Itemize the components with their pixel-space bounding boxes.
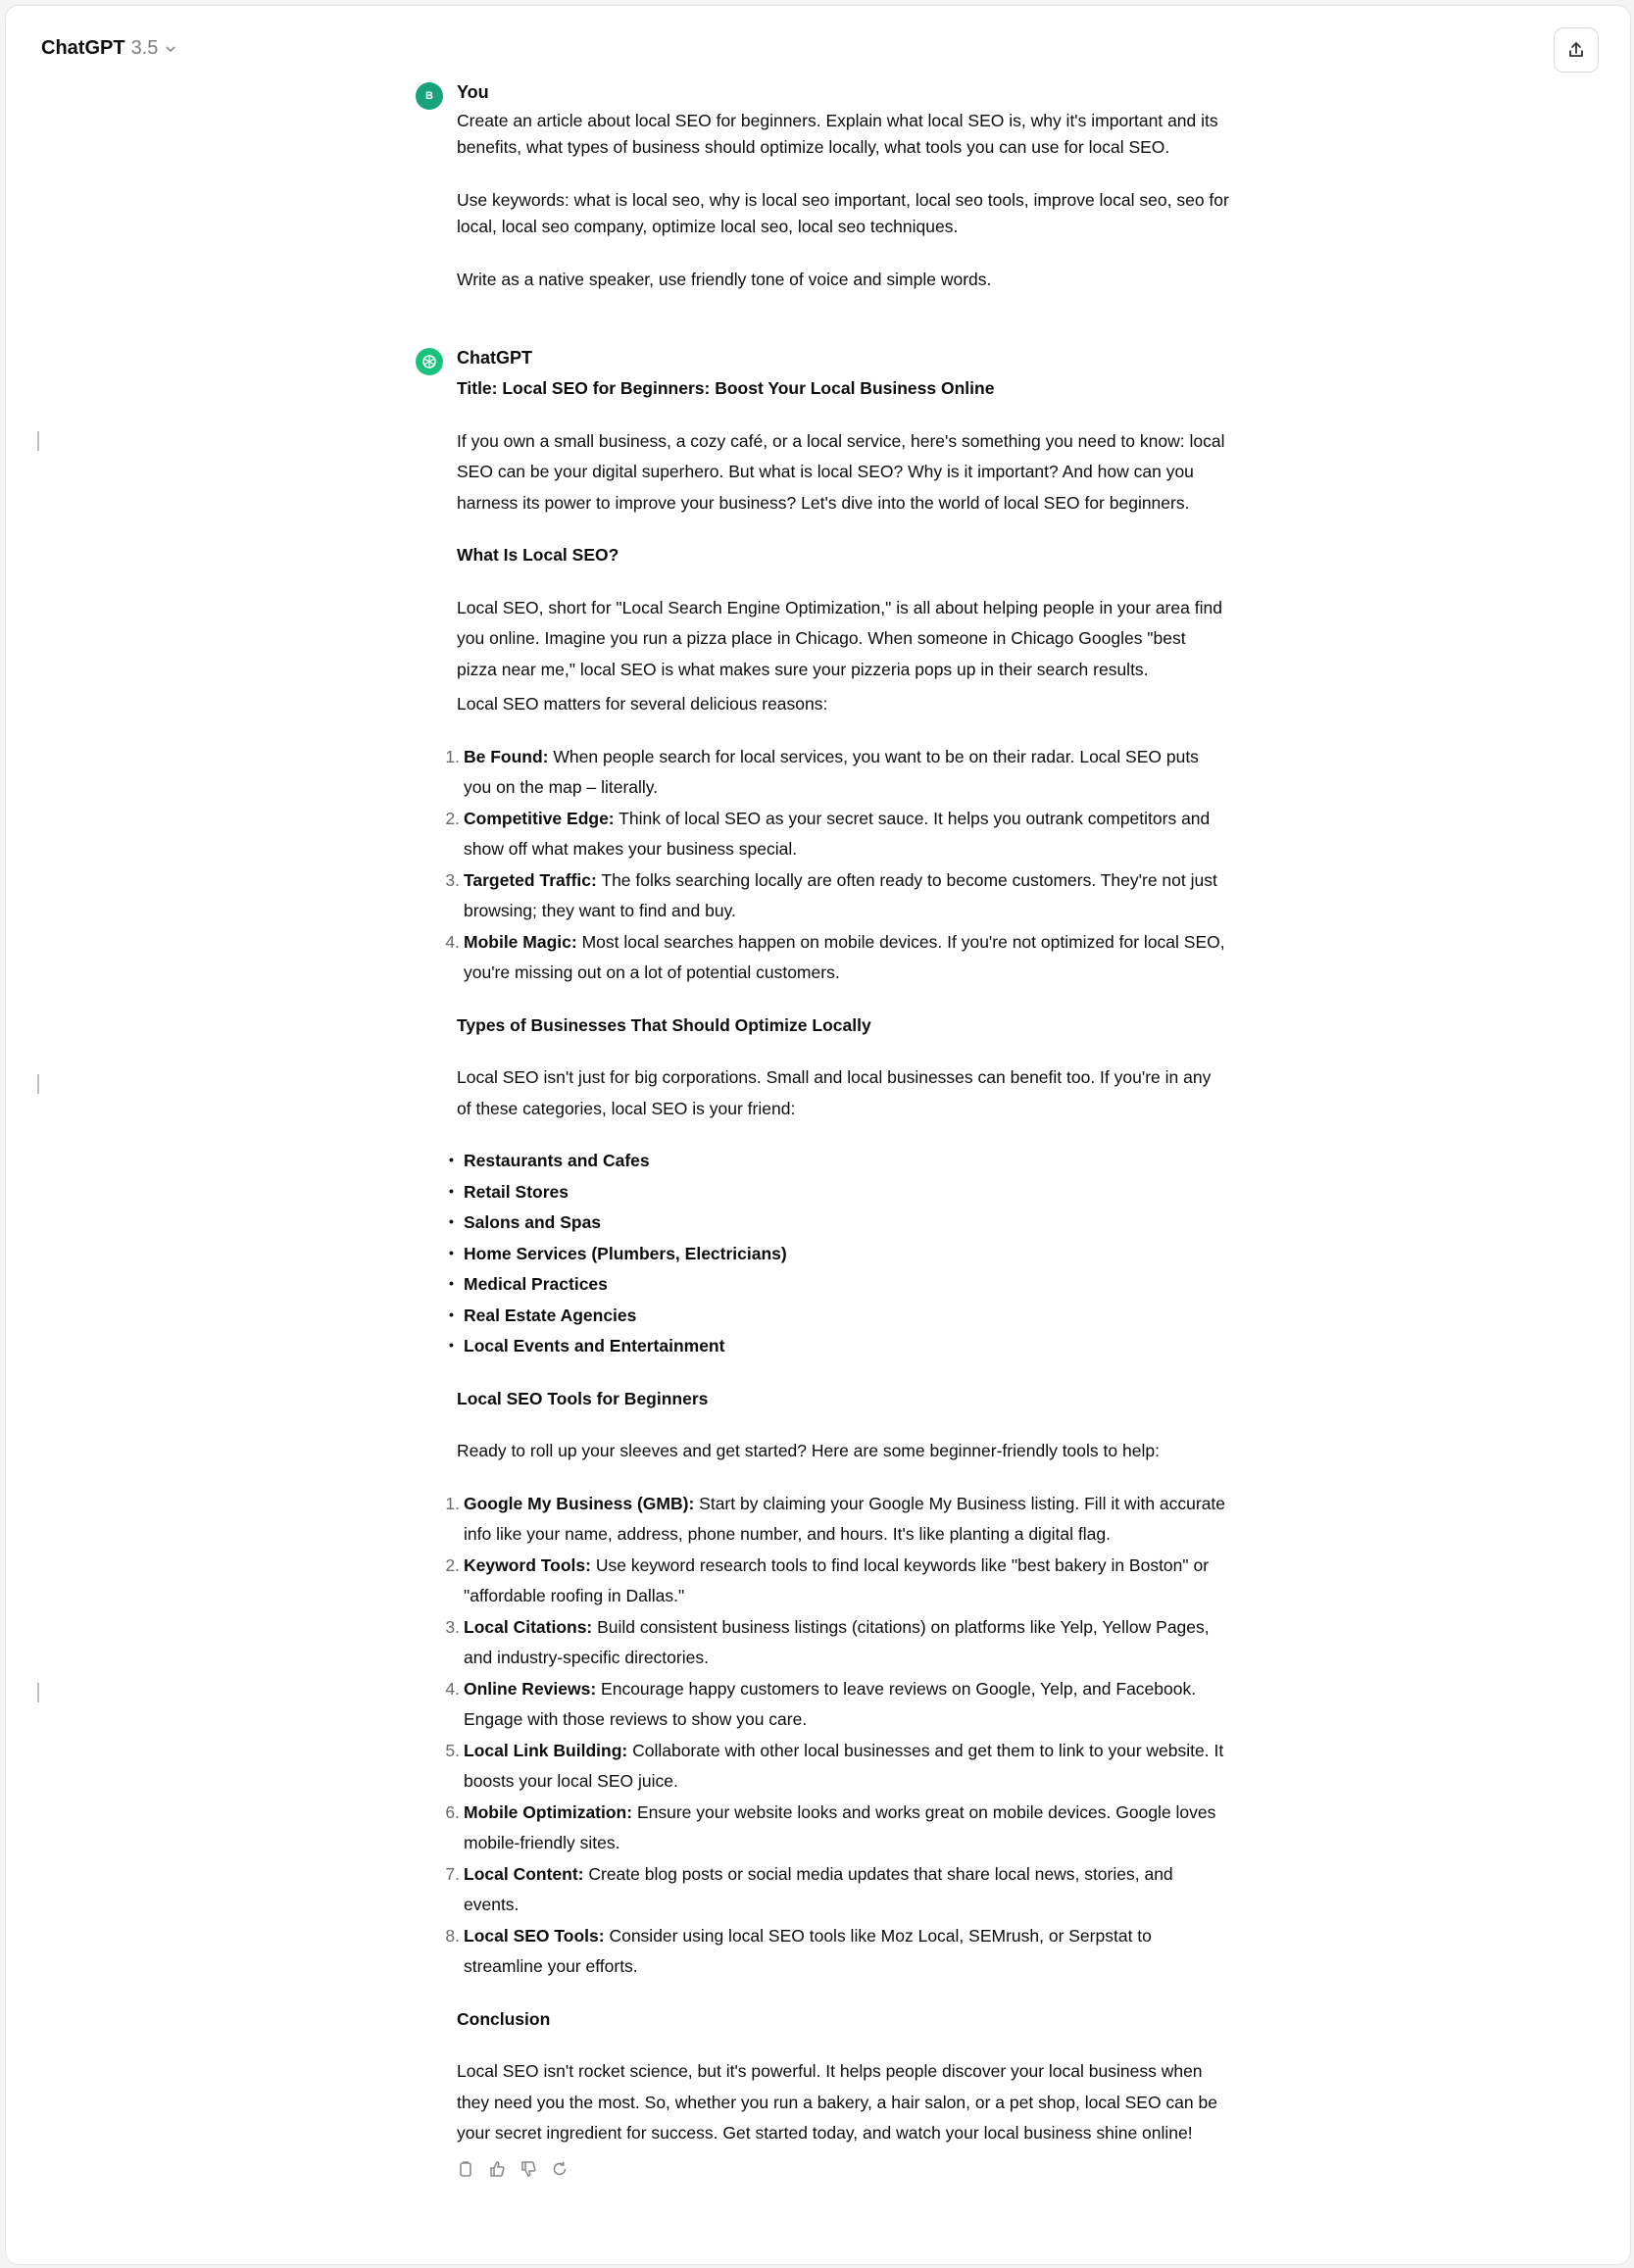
thumbs-up-icon: [488, 2160, 506, 2178]
reason-label: Targeted Traffic:: [464, 869, 597, 890]
list-number: 1.: [445, 746, 460, 766]
assistant-response: [445, 373, 1229, 2175]
heading-conclusion: Conclusion: [457, 2008, 551, 2029]
tool-text: Ensure your website looks and works great on mobile devices. Google loves mobile-friendly sites.: [464, 1801, 1216, 1852]
business-type-item: • Salons and Spas: [464, 1208, 1229, 1239]
tool-text: Consider using local SEO tools like Moz Local, SEMrush, or Serpstat to streamline your efforts.: [464, 1925, 1152, 1976]
heading-tools: Local SEO Tools for Beginners: [457, 1388, 709, 1408]
tool-label: Online Reviews:: [464, 1678, 597, 1699]
list-number: 4.: [445, 1678, 460, 1699]
conversation-thread: [416, 76, 1229, 2175]
user-paragraph: Use keywords: what is local seo, why is local seo important, local seo tools, improve local seo, seo for local, local seo company, optimize local seo, local seo techniques.: [457, 190, 1229, 236]
list-number: 3.: [445, 1616, 460, 1637]
tool-text: Collaborate with other local businesses and get them to link to your website. It boosts your local SEO juice.: [464, 1740, 1224, 1791]
regenerate-button[interactable]: [551, 2157, 569, 2175]
tool-label: Local Citations:: [464, 1616, 593, 1637]
list-number: 8.: [445, 1925, 460, 1946]
tool-item: [445, 1859, 1229, 1921]
list-number: 6.: [445, 1801, 460, 1822]
tool-text: Build consistent business listings (citations) on platforms like Yelp, Yellow Pages, and industry-specific directories.: [464, 1616, 1210, 1667]
reason-item: [445, 804, 1229, 865]
reason-item: [445, 742, 1229, 804]
reason-text: When people search for local services, you want to be on their radar. Local SEO puts you on the map – literally.: [464, 746, 1199, 797]
paragraph-types: Local SEO isn't just for big corporations. Small and local businesses can benefit too. If you're in any of these categories, local SEO is your friend:: [457, 1067, 1212, 1118]
user-paragraph: Create an article about local SEO for beginners. Explain what local SEO is, why it's important and its benefits, what types of business should optimize locally, what tools you can use for local SEO.: [457, 111, 1218, 157]
tool-item: [445, 1612, 1229, 1674]
list-number: 2.: [445, 808, 460, 828]
tool-text: Start by claiming your Google My Business listing. Fill it with accurate info like your name, address, phone number, and hours. It's like planting a digital flag.: [464, 1493, 1226, 1544]
reason-label: Mobile Magic:: [464, 931, 577, 952]
user-message: [416, 76, 1229, 293]
paragraph-conclusion: Local SEO isn't rocket science, but it's powerful. It helps people discover your local business when they need you the most. So, whether you run a bakery, a hair salon, or a pet shop, local SEO can be your secret ingredient for success. Get started today, and watch your local business shine online!: [457, 2061, 1217, 2143]
thumbs-down-icon: [520, 2160, 537, 2178]
heading-types: Types of Businesses That Should Optimize Locally: [457, 1014, 871, 1035]
copy-button[interactable]: [457, 2157, 474, 2175]
message-actions: [457, 2157, 1229, 2175]
tool-text: Encourage happy customers to leave reviews on Google, Yelp, and Facebook. Engage with those reviews to show you care.: [464, 1678, 1197, 1729]
list-number: 5.: [445, 1740, 460, 1760]
business-type-item: • Retail Stores: [464, 1177, 1229, 1208]
chatgpt-logo-icon: [416, 348, 443, 375]
reason-text: Most local searches happen on mobile devices. If you're not optimized for local SEO, you're missing out on a lot of potential customers.: [464, 931, 1225, 982]
model-selector[interactable]: [41, 37, 177, 60]
business-type-item: • Medical Practices: [464, 1269, 1229, 1301]
reason-item: [445, 865, 1229, 927]
heading-what-is: What Is Local SEO?: [457, 545, 619, 565]
copy-icon: [457, 2160, 474, 2178]
scroll-marker: [37, 1074, 39, 1094]
reason-label: Be Found:: [464, 746, 549, 766]
tool-item: [445, 1674, 1229, 1736]
scroll-marker: [37, 431, 39, 451]
tool-label: Local SEO Tools:: [464, 1925, 605, 1946]
regenerate-icon: [551, 2160, 569, 2178]
reason-text: The folks searching locally are often ready to become customers. They're not just browsing; they want to find and buy.: [464, 869, 1217, 920]
tool-item: [445, 1736, 1229, 1798]
business-types-list: [457, 1146, 1229, 1362]
share-button[interactable]: [1554, 27, 1599, 73]
model-name: ChatGPT: [41, 37, 125, 59]
model-version: 3.5: [130, 37, 159, 59]
scroll-marker: [37, 1683, 39, 1702]
reasons-list: [445, 742, 1229, 989]
tools-list: [445, 1489, 1229, 1983]
business-type-item: • Local Events and Entertainment: [464, 1331, 1229, 1362]
article-intro: If you own a small business, a cozy café, or a local service, here's something you need to know: local SEO can be your digital superhero. But what is local SEO? Why is it important? And how can you harness its power to improve your business? Let's dive into the world of local SEO for beginners.: [457, 430, 1225, 513]
assistant-message: [416, 342, 1229, 2175]
list-number: 2.: [445, 1554, 460, 1575]
tool-item: [445, 1921, 1229, 1983]
reason-item: [445, 927, 1229, 989]
thumbs-up-button[interactable]: [488, 2157, 506, 2175]
article-title: Title: Local SEO for Beginners: Boost Your Local Business Online: [457, 378, 995, 398]
list-number: 3.: [445, 869, 460, 890]
business-type-item: • Real Estate Agencies: [464, 1301, 1229, 1332]
tool-item: [445, 1489, 1229, 1551]
paragraph-tools: Ready to roll up your sleeves and get started? Here are some beginner-friendly tools to help:: [457, 1441, 1160, 1460]
business-type-item: • Restaurants and Cafes: [464, 1146, 1229, 1177]
reason-label: Competitive Edge:: [464, 808, 615, 828]
thumbs-down-button[interactable]: [520, 2157, 537, 2175]
tool-item: [445, 1798, 1229, 1859]
list-number: 1.: [445, 1493, 460, 1513]
reason-text: Think of local SEO as your secret sauce. It helps you outrank competitors and show off what makes your business special.: [464, 808, 1211, 859]
user-avatar: B: [416, 82, 443, 110]
paragraph-matters: Local SEO matters for several delicious reasons:: [457, 694, 828, 714]
paragraph-what-is: Local SEO, short for "Local Search Engine Optimization," is all about helping people in your area find you online. Imagine you run a pizza place in Chicago. When someone in Chicago Googles "best pizza near me," local SEO is what makes sure your pizzeria pops up in their search results.: [457, 597, 1222, 679]
list-number: 7.: [445, 1863, 460, 1884]
tool-label: Local Link Building:: [464, 1740, 628, 1760]
tool-label: Keyword Tools:: [464, 1554, 591, 1575]
chevron-down-icon: [164, 42, 177, 56]
tool-text: Create blog posts or social media updates that share local news, stories, and events.: [464, 1863, 1173, 1914]
tool-text: Use keyword research tools to find local keywords like "best bakery in Boston" or "affordable roofing in Dallas.": [464, 1554, 1210, 1605]
list-number: 4.: [445, 931, 460, 952]
business-type-item: • Home Services (Plumbers, Electricians): [464, 1239, 1229, 1270]
share-icon: [1566, 40, 1586, 60]
user-paragraph: Write as a native speaker, use friendly tone of voice and simple words.: [457, 270, 992, 289]
tool-label: Google My Business (GMB):: [464, 1493, 695, 1513]
tool-label: Local Content:: [464, 1863, 584, 1884]
tool-item: [445, 1551, 1229, 1612]
user-author: You: [457, 82, 489, 102]
top-bar: [6, 6, 1630, 84]
tool-label: Mobile Optimization:: [464, 1801, 633, 1822]
app-window: [5, 5, 1631, 2265]
assistant-author: ChatGPT: [457, 348, 533, 368]
